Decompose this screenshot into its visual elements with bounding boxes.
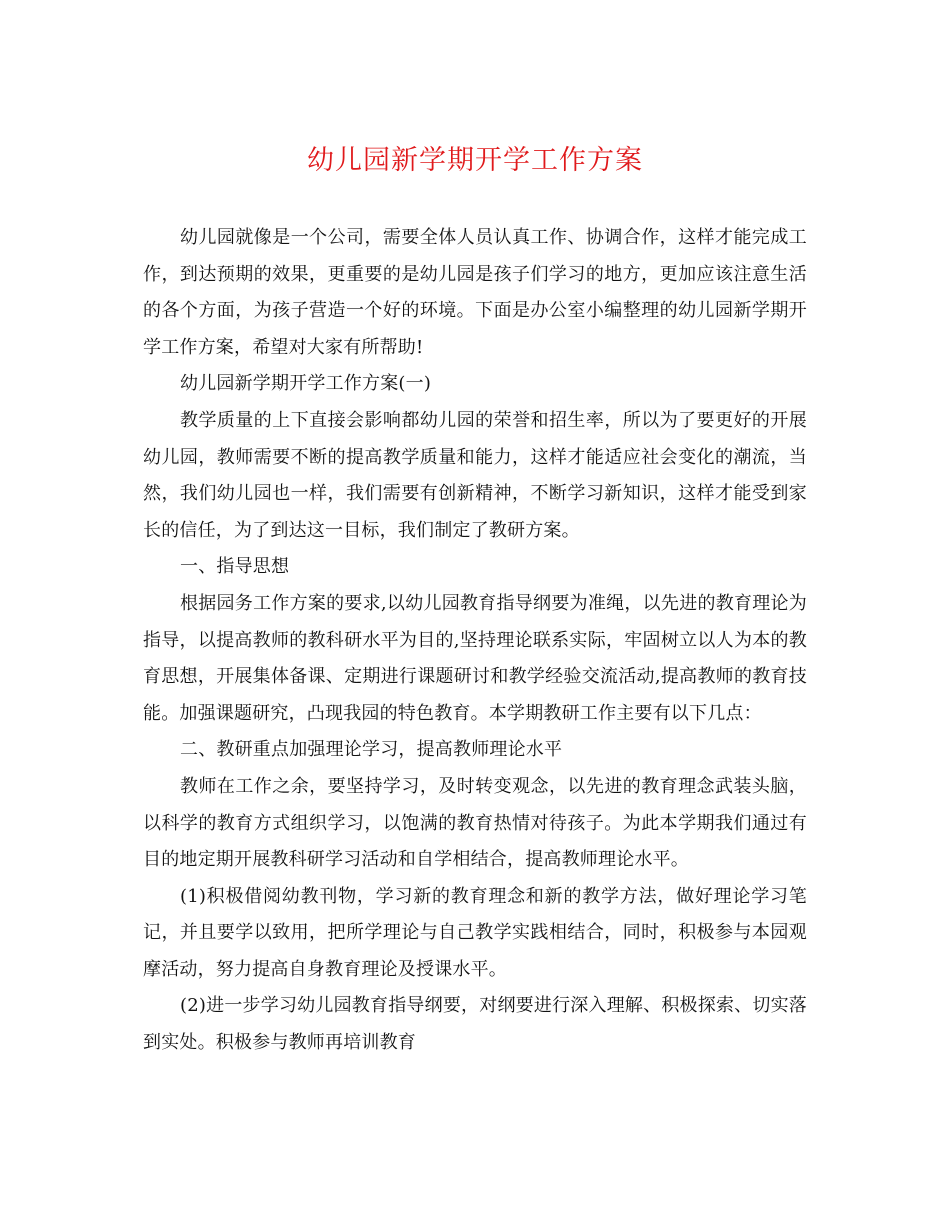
list-item-1: (1)积极借阅幼教刊物，学习新的教育理念和新的教学方法，做好理论学习笔记，并且要学以致用，把所学理论与自己教学实践相结合，同时，积极参与本园观摩活动，努力提高自身教育理论及授课水平。	[143, 885, 807, 980]
intro-paragraph: 幼儿园就像是一个公司，需要全体人员认真工作、协调合作，这样才能完成工作，到达预期的效果，更重要的是幼儿园是孩子们学习的地方，更加应该注意生活的各个方面，为孩子营造一个好的环境。下面是办公室小编整理的幼儿园新学期开学工作方案，希望对大家有所帮助!	[143, 227, 807, 358]
paragraph-research-focus: 教师在工作之余，要坚持学习，及时转变观念，以先进的教育理念武装头脑，以科学的教育方式组织学习，以饱满的教育热情对待孩子。为此本学期我们通过有目的地定期开展教科研学习活动和自学相结合，提高教师理论水平。	[143, 775, 807, 871]
section-heading-research-focus: 二、教研重点加强理论学习，提高教师理论水平	[180, 739, 563, 761]
paragraph-teaching-quality: 教学质量的上下直接会影响都幼儿园的荣誉和招生率，所以为了要更好的开展幼儿园，教师需要不断的提高教学质量和能力，这样才能适应社会变化的潮流，当然，我们幼儿园也一样，我们需要有创新精神，不断学习新知识，这样才能受到家长的信任，为了到达这一目标，我们制定了教研方案。	[143, 409, 807, 541]
document-title: 幼儿园新学期开学工作方案	[307, 145, 643, 176]
document-body	[143, 220, 807, 1062]
paragraph-guiding-idea: 根据园务工作方案的要求,以幼儿园教育指导纲要为准绳，以先进的教育理论为指导，以提高教师的教科研水平为目的,坚持理论联系实际，牢固树立以人为本的教育思想，开展集体备课、定期进行课题研讨和教学经验交流活动,提高教师的教育技能。加强课题研究，凸现我园的特色教育。本学期教研工作主要有以下几点：	[143, 592, 807, 724]
section-heading-plan-one: 幼儿园新学期开学工作方案(一)	[180, 373, 432, 395]
list-item-2: (2)进一步学习幼儿园教育指导纲要，对纲要进行深入理解、积极探索、切实落到实处。积极参与教师再培训教育	[143, 995, 807, 1054]
section-heading-guiding-idea: 一、指导思想	[180, 556, 290, 578]
